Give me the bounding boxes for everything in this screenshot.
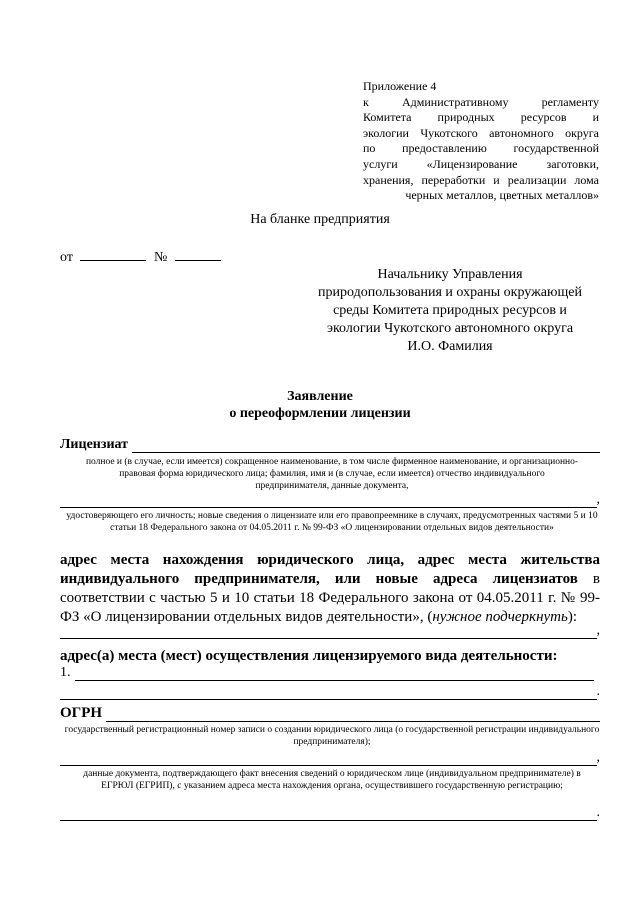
document-title [0,388,640,422]
addressee-line: природопользования и охраны окружающей [318,285,582,300]
date-number-line [60,248,221,266]
activity-row-2 [60,684,600,700]
licensee-caption-2: удостоверяющего его личность; новые сведения о лицензиате или его правопреемнике в случаях, предусмотренных частями 5 и 10 статьи 18 Федерального закона от 04.05.2011 г. № 99-ФЗ «О лицензировании отдельных видов деятельности» [66,511,598,533]
title-line: Заявление [287,389,353,404]
appendix-line: Приложение 4 [363,79,437,93]
licensee-row [60,437,600,453]
period: . [596,805,600,820]
appendix-line: черных металлов, цветных металлов» [405,188,599,203]
appendix-note [363,79,599,204]
number-sign: № [153,250,168,265]
appendix-line: хранения, переработки и реализации лома [363,172,599,187]
addressee-line: среды Комитета природных ресурсов и [333,303,567,318]
address-row [60,623,600,639]
activity-field-2[interactable] [60,685,597,700]
address-end: ): [567,609,578,625]
appendix-line: экологии Чукотского автономного округа [363,125,599,140]
address-paragraph [60,551,600,627]
activity-row-1 [60,665,600,681]
period: . [596,684,600,699]
licensee-caption: полное и (в случае, если имеется) сокращенное наименование, в том числе фирменное наименование, и организационно-правовая форма юридического лица; фамилия, имя и (в случае, если имеется) отчество индивидуального предпринимателя, данные документа, [85,457,579,491]
appendix-line: к Административному регламенту [363,94,599,109]
number-field[interactable] [175,248,221,261]
licensee-field[interactable] [132,438,600,453]
licensee-field-2[interactable] [60,493,597,508]
comma: , [596,750,600,765]
activity-heading: адрес(а) места (мест) осуществления лицензируемого вида деятельности: [60,648,558,664]
activity-field-1[interactable] [75,666,595,681]
ogrn-label: ОГРН [60,705,103,721]
licensee-row-2 [60,492,600,508]
addressee-line: экологии Чукотского автономного округа [326,321,574,336]
address-bold-text: адрес места нахождения юридического лица, адрес места жительства индивидуального предпринимателя, или новые адреса лицензиатов [60,552,600,587]
address-field[interactable] [60,624,597,639]
ogrn-caption: государственный регистрационный номер записи о создании юридического лица (о государственной регистрации индивидуального предпринимателя); [64,725,600,747]
address-text: в соответствии с частью 5 и 10 статьи 18 Федерального закона от 04.05.2011 г. № 99-ФЗ «О лицензировании отдельных видов деятельности», ( [60,571,600,625]
appendix-line: услуги «Лицензирование заготовки, [363,156,599,171]
title-subline: о переоформлении лицензии [229,406,411,421]
addressee-line: Начальнику Управления [377,267,523,282]
appendix-line: по предоставлению государственной [363,141,599,156]
appendix-line: Комитета природных ресурсов и [363,110,599,125]
activity-item-number: 1. [60,665,71,680]
address-italic-text: нужное подчеркнуть [432,609,568,625]
date-field[interactable] [80,248,146,261]
ogrn-row [60,705,600,722]
licensee-label: Лицензиат [60,437,129,452]
egrul-field[interactable] [60,751,597,766]
from-label: от [60,250,73,265]
comma: , [596,492,600,507]
egrul-caption: данные документа, подтверждающего факт внесения сведений о юридическом лице (индивидуальном предпринимателе) в ЕГРЮЛ (ЕГРИП), с указанием адреса места нахождения органа, осуществившего государственную регистрацию; [83,769,581,791]
ogrn-field[interactable] [106,707,600,722]
registration-field[interactable] [60,806,597,821]
egrul-row [60,750,600,766]
registration-row [60,805,600,821]
addressee-line: И.О. Фамилия [407,339,493,354]
letterhead-note: На бланке предприятия [250,212,390,227]
addressee-block [300,266,600,356]
comma: , [596,623,600,638]
